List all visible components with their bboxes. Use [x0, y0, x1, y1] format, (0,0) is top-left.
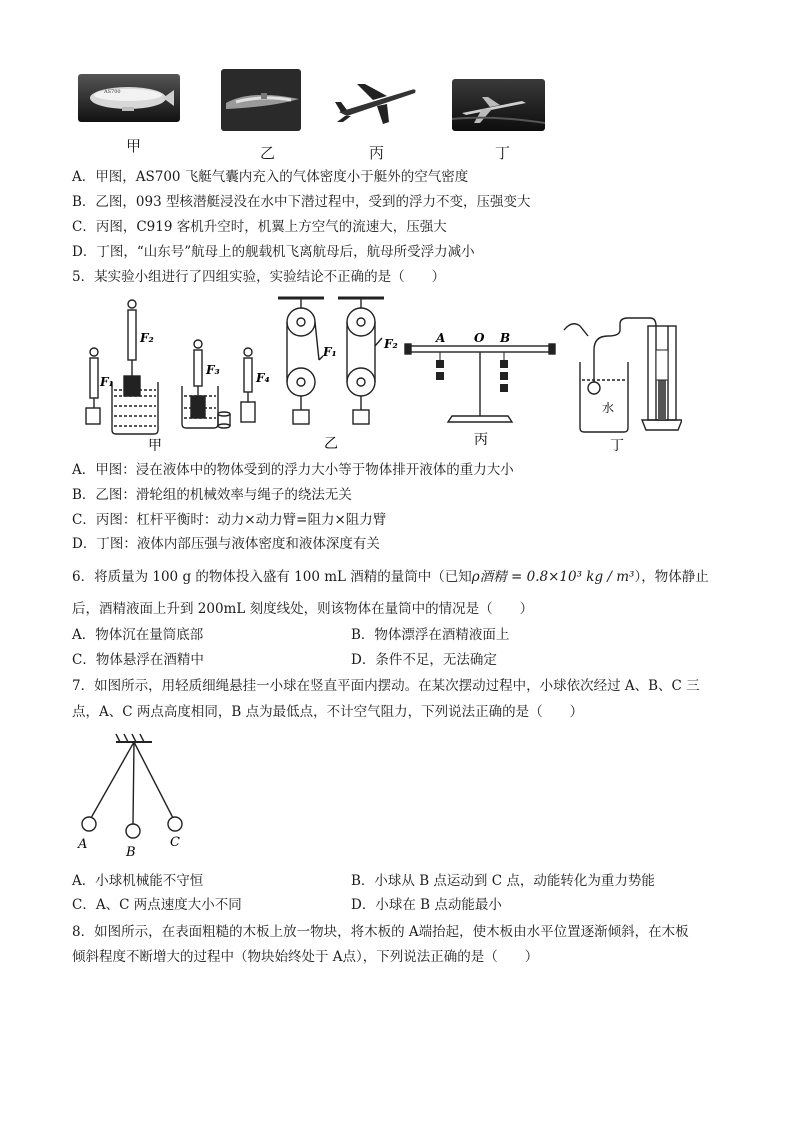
- pendulum-label-b: B: [126, 845, 136, 860]
- q5-stem: 5．某实验小组进行了四组实验，实验结论不正确的是（ ）: [72, 269, 446, 285]
- q7-line-1: 7．如图所示，用轻质细绳悬挂一小球在竖直平面内摆动。在某次摆动过程中，小球依次经过 A、B、C 三: [72, 678, 700, 694]
- q6-line-1-pre: 6．将质量为 100 g 的物体投入盛有 100 mL 酒精的量筒中（已知: [72, 569, 472, 585]
- caption-jia: 甲: [126, 137, 142, 155]
- q6-line-1-post: ），物体静止: [634, 569, 709, 585]
- fig-caption-bing: 丙: [474, 432, 488, 448]
- label-lever-a: A: [436, 331, 446, 345]
- label-pulley-f2: F₂: [384, 337, 398, 351]
- label-lever-o: O: [474, 331, 485, 345]
- q4-option-d: D．丁图，“山东号”航母上的舰载机飞离航母后，航母所受浮力减小: [72, 244, 475, 260]
- fig-caption-ding: 丁: [610, 438, 624, 454]
- pendulum-label-a: A: [78, 837, 88, 852]
- q5-option-a: A．甲图：浸在液体中的物体受到的浮力大小等于物体排开液体的重力大小: [72, 462, 514, 478]
- label-lever-b: B: [500, 331, 511, 345]
- q8-line-1: 8．如图所示，在表面粗糙的木板上放一物块，将木板的 A端抬起，使木板由水平位置逐渐倾斜，在木板: [72, 924, 689, 940]
- q4-option-a: A．甲图，AS700 飞艇气囊内充入的气体密度小于艇外的空气密度: [72, 169, 469, 185]
- q8-line-2: 倾斜程度不断增大的过程中（物块始终处于 A点），下列说法正确的是（ ）: [72, 949, 539, 965]
- q4-option-b: B．乙图，093 型核潜艇浸没在水中下潜过程中，受到的浮力不变，压强变大: [72, 194, 531, 210]
- q7-option-b: B．小球从 B 点运动到 C 点，动能转化为重力势能: [351, 873, 655, 889]
- caption-ding: 丁: [495, 144, 511, 162]
- fig-caption-jia: 甲: [148, 438, 162, 454]
- q6-option-a: A．物体沉在量筒底部: [72, 627, 204, 643]
- photo-carrier-jet: [452, 79, 545, 131]
- photo-airship: [78, 74, 180, 122]
- q6-option-c: C．物体悬浮在酒精中: [72, 652, 204, 668]
- q6-option-b: B．物体漂浮在酒精液面上: [351, 627, 510, 643]
- q6-formula: ρ酒精 = 0.8×10³ kg / m³: [471, 569, 635, 585]
- q5-figure: [72, 290, 682, 458]
- q6-line-1: [72, 568, 709, 586]
- caption-yi: 乙: [260, 144, 276, 162]
- q7-line-2: 点，A、C 两点高度相同，B 点为最低点，不计空气阻力，下列说法正确的是（ ）: [72, 704, 584, 720]
- q4-option-c: C．丙图，C919 客机升空时，机翼上方空气的流速大，压强大: [72, 219, 447, 235]
- q7-option-d: D．小球在 B 点动能最小: [351, 897, 502, 913]
- photo-airliner: [333, 78, 421, 126]
- caption-bing: 丙: [369, 144, 385, 162]
- q5-option-c: C．丙图：杠杆平衡时：动力×动力臂=阻力×阻力臂: [72, 512, 387, 528]
- photo-submarine: [221, 69, 301, 131]
- fig-caption-yi: 乙: [324, 436, 338, 452]
- label-pulley-f1: F₁: [323, 345, 337, 359]
- label-f2: F₂: [140, 331, 154, 345]
- airship-label: AS700: [104, 89, 121, 95]
- q6-line-2: 后，酒精液面上升到 200mL 刻度线处，则该物体在量筒中的情况是（ ）: [72, 601, 534, 617]
- pendulum-figure: [72, 732, 202, 862]
- q5-option-d: D．丁图：液体内部压强与液体密度和液体深度有关: [72, 536, 380, 552]
- q7-option-c: C．A、C 两点速度大小不同: [72, 897, 242, 913]
- label-f3: F₃: [206, 363, 220, 377]
- label-f4: F₄: [256, 371, 270, 385]
- label-water: 水: [602, 401, 615, 415]
- q7-option-a: A．小球机械能不守恒: [72, 873, 204, 889]
- q5-option-b: B．乙图：滑轮组的机械效率与绳子的绕法无关: [72, 487, 352, 503]
- q6-option-d: D．条件不足，无法确定: [351, 652, 497, 668]
- label-f1: F₁: [100, 375, 114, 389]
- pendulum-label-c: C: [170, 835, 180, 850]
